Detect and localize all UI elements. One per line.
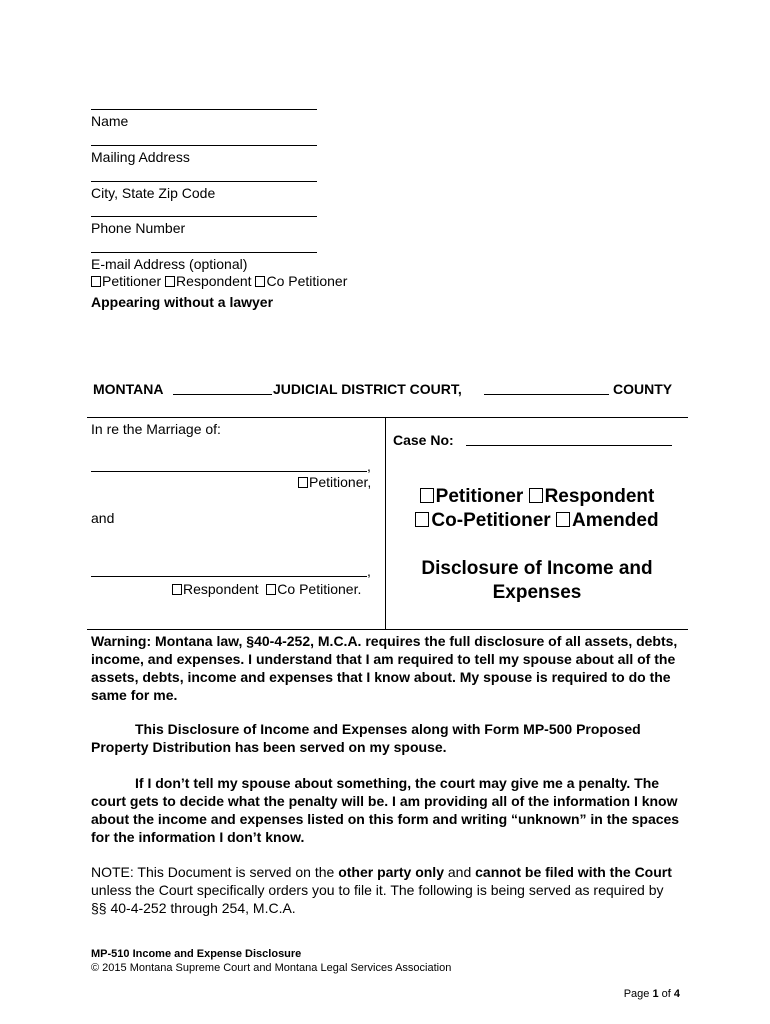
respondent-checkbox[interactable]	[165, 276, 175, 287]
caption-top-rule	[87, 417, 688, 418]
mailing-label: Mailing Address	[91, 149, 190, 165]
city-line[interactable]	[91, 181, 317, 182]
in-re-label: In re the Marriage of:	[91, 421, 221, 437]
respondent-comma: ,	[367, 563, 371, 579]
district-blank[interactable]	[173, 394, 272, 395]
name-line[interactable]	[91, 109, 317, 110]
filer-respondent-label: Respondent	[544, 486, 655, 507]
petitioner-checkbox[interactable]	[91, 276, 101, 287]
note-text-1: NOTE: This Document is served on the	[91, 864, 339, 880]
filer-respondent-checkbox[interactable]	[529, 488, 543, 503]
role-options	[91, 273, 347, 289]
page-total: 4	[673, 988, 680, 1000]
caption-bottom-rule	[87, 629, 688, 630]
warning-paragraph: Warning: Montana law, §40-4-252, M.C.A. requires the full disclosure of all assets, debts, income, and expenses. I understand that I am required to tell my spouse about all of the assets, debts, income and expenses that I know about. My spouse is required to do the same for me.	[91, 633, 678, 703]
appearing-label: Appearing without a lawyer	[91, 294, 274, 310]
petitioner-name-line[interactable]	[91, 471, 367, 472]
case-no-line[interactable]	[466, 445, 672, 446]
note-text-5: unless the Court specifically orders you to file it. The following is being served as required by §§ 40-4-252 through 254, M.C.A.	[91, 882, 664, 916]
filer-options-row-2	[386, 509, 688, 532]
petitioner-role	[298, 474, 371, 490]
email-line[interactable]	[91, 252, 317, 253]
petitioner-comma: ,	[367, 458, 371, 474]
filer-amended-checkbox[interactable]	[556, 512, 570, 527]
filer-amended-label: Amended	[571, 510, 659, 531]
city-label: City, State Zip Code	[91, 185, 216, 201]
phone-label: Phone Number	[91, 220, 186, 236]
co-petitioner-checkbox[interactable]	[255, 276, 265, 287]
respondent-role-label: Respondent	[183, 581, 259, 597]
of-word: of	[658, 988, 674, 1000]
caption-co-petitioner-checkbox[interactable]	[266, 584, 276, 595]
page-num: 1	[652, 988, 659, 1000]
caption-respondent-checkbox[interactable]	[172, 584, 182, 595]
note-text-4: cannot be filed with the Court	[475, 864, 672, 880]
filer-co-petitioner-checkbox[interactable]	[415, 512, 429, 527]
filer-co-petitioner-label: Co-Petitioner	[431, 510, 551, 531]
page-word: Page	[623, 988, 653, 1000]
page-number	[624, 988, 680, 1001]
court-county: COUNTY	[613, 381, 673, 397]
note-text-3: and	[443, 864, 476, 880]
respondent-roles	[172, 581, 361, 597]
role-respondent-label: Respondent	[176, 273, 252, 289]
case-no-label: Case No:	[393, 432, 454, 448]
filer-options-row-1	[386, 485, 688, 508]
served-paragraph: This Disclosure of Income and Expenses along with Form MP-500 Proposed Property Distribution has been served on my spouse.	[91, 721, 641, 755]
note-paragraph	[91, 863, 681, 917]
penalty-paragraph: If I don’t tell my spouse about something, the court may give me a penalty. The court gets to decide what the penalty will be. I am providing all of the information I know about the income and expenses listed on this form and writing “unknown” in the spaces for the information I don’t know.	[91, 775, 680, 845]
petitioner-role-label: Petitioner,	[309, 474, 372, 490]
email-label: E-mail Address (optional)	[91, 256, 248, 272]
court-district: JUDICIAL DISTRICT COURT,	[273, 381, 462, 397]
name-label: Name	[91, 113, 129, 129]
phone-line[interactable]	[91, 216, 317, 217]
filer-petitioner-checkbox[interactable]	[420, 488, 434, 503]
role-co-petitioner-label: Co Petitioner	[266, 273, 348, 289]
and-label: and	[91, 510, 115, 526]
mailing-line[interactable]	[91, 145, 317, 146]
doc-title-2: Expenses	[492, 582, 582, 603]
respondent-name-line[interactable]	[91, 576, 367, 577]
caption-petitioner-checkbox[interactable]	[298, 477, 308, 488]
co-petitioner-role-label: Co Petitioner.	[277, 581, 362, 597]
footer-form-title: MP-510 Income and Expense Disclosure	[91, 948, 302, 960]
county-blank[interactable]	[484, 394, 609, 395]
note-text-2: other party only	[338, 864, 444, 880]
doc-title-1: Disclosure of Income and	[421, 558, 653, 579]
role-petitioner-label: Petitioner	[102, 273, 162, 289]
filer-petitioner-label: Petitioner	[435, 486, 524, 507]
court-montana: MONTANA	[93, 381, 164, 397]
footer-copyright: © 2015 Montana Supreme Court and Montana Legal Services Association	[91, 962, 452, 974]
